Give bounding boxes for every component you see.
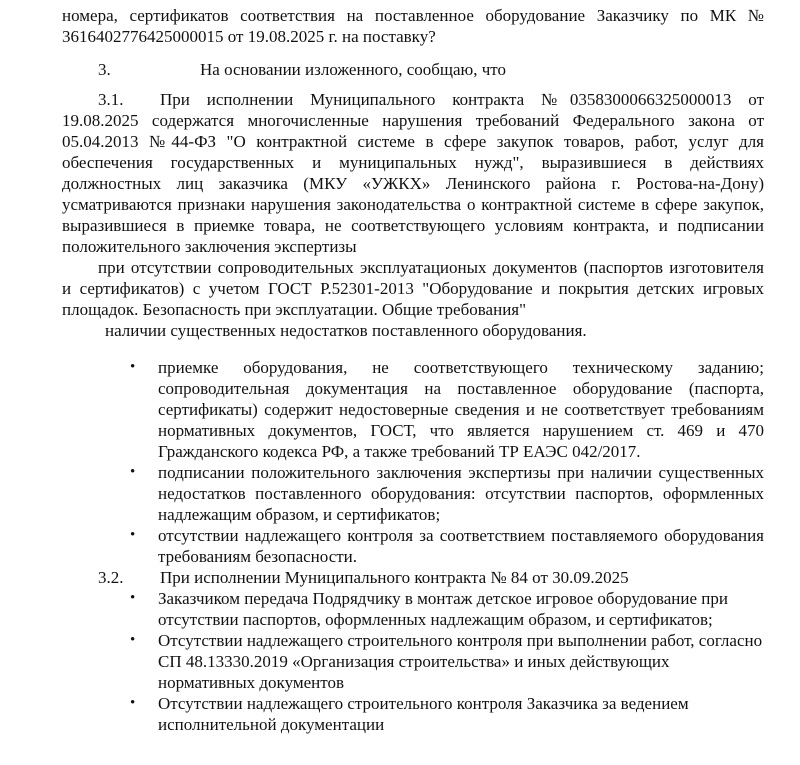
bullet-icon: • [130,695,136,711]
clause-3-1-text: При исполнении Муниципального контракта №0358300066325000013 от 19.08.2025 содержатся многочисленные нарушения требований Федерального закона от 05.04.2013 №44-ФЗ "О контрактной системе в сфере закупок товаров, работ, услуг для обеспечения государственных и муниципальных нужд", выразившиеся в действиях должностных лиц заказчика (МКУ «УЖКХ» Ленинского района г. Ростова-на-Дону) усматриваются признаки нарушения законодательства о контрактной системе в сфере закупок, выразившиеся в приемке товара, не соответствующего условиям контракта, и подписании положительного заключения экспертизы [62,90,764,256]
continuation-paragraph: номера, сертификатов соответствия на поставленное оборудование Заказчику по МК № 3616402776425000015 от 19.08.2025 г. на поставку? [62,6,764,46]
bullet-icon: • [130,527,136,543]
violation-item-text: приемке оборудования, не соответствующего техническому заданию; сопроводительная документация на поставленное оборудование (паспорта, сертификаты) содержит недостоверные сведения и не соответствует требованиям нормативных документов, ГОСТ, что является нарушением ст. 469 и 470 Гражданского кодекса РФ, а также требований ТР ЕАЭС 042/2017. [158,358,764,461]
bullet-icon: • [130,632,136,648]
violations-list-3-1 [62,357,764,567]
violation-item-text: Отсутствии надлежащего строительного контроля Заказчика за ведением исполнительной документации [158,694,689,734]
clause-3-1 [62,89,764,257]
bullet-icon: • [130,464,136,480]
violation-item-text: подписании положительного заключения экспертизы при наличии существенных недостатков поставленного оборудования: отсутствии паспортов, оформленных надлежащим образом, и сертификатов; [158,463,764,524]
clause-defects: наличии существенных недостатков поставленного оборудования. [105,321,587,340]
clause-3 [62,59,764,80]
violation-item [62,588,764,630]
bullet-icon: • [130,359,136,375]
violations-list-3-2 [62,588,764,735]
clause-3-2-text: При исполнении Муниципального контракта № 84 от 30.09.2025 [160,568,629,587]
violation-item-text: Отсутствии надлежащего строительного контроля при выполнении работ, согласно СП 48.13330.2019 «Организация строительства» и иных действующих нормативных документов [158,631,763,692]
violation-item [62,357,764,462]
violation-item-text: Заказчиком передача Подрядчику в монтаж детское игровое оборудование при отсутствии паспортов, оформленных надлежащим образом, и сертификатов; [158,589,728,629]
clause-3-2 [62,567,764,588]
clause-documents: при отсутствии сопроводительных эксплуатационых документов (паспортов изготовителя и сертификатов) с учетом ГОСТ Р.52301-2013 "Оборудование и покрытия детских игровых площадок. Безопасность при эксплуатации. Общие требования" [62,258,764,319]
clause-3-number: 3. [98,60,111,79]
bullet-icon: • [130,590,136,606]
clause-3-2-number: 3.2. [98,568,124,587]
violation-item [62,630,764,693]
clause-3-1-number: 3.1. [98,90,124,109]
violation-item [62,525,764,567]
violation-item-text: отсутствии надлежащего контроля за соответствием поставляемого оборудования требованиям безопасности. [158,526,764,566]
violation-item [62,462,764,525]
clause-3-text: На основании изложенного, сообщаю, что [200,60,506,79]
violation-item [62,693,764,735]
